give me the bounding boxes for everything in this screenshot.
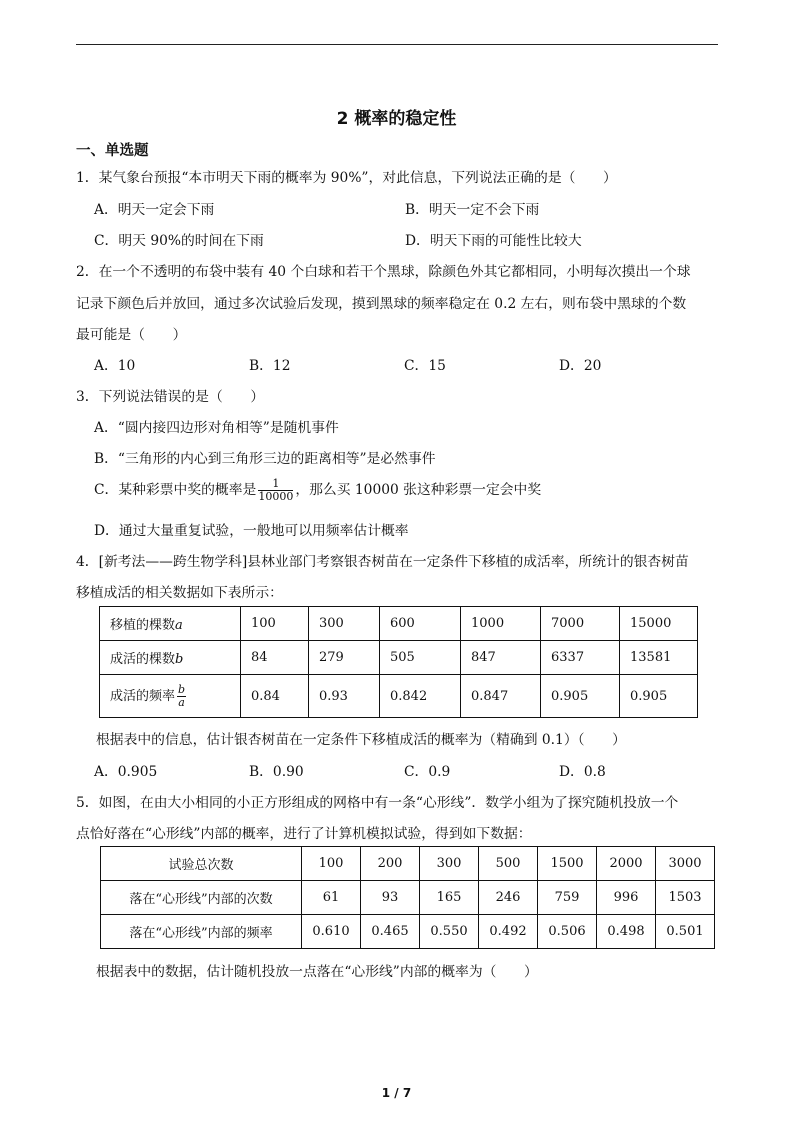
table-cell: 300 bbox=[309, 607, 380, 641]
q3-option-c-pre: C．某种彩票中奖的概率是 bbox=[94, 482, 257, 498]
heart-curve-table bbox=[100, 846, 715, 949]
table-row bbox=[101, 915, 715, 949]
q1-stem: 1．某气象台预报“本市明天下雨的概率为 90%”，对此信息，下列说法正确的是（ ） bbox=[76, 170, 617, 186]
table-cell: 0.501 bbox=[656, 915, 715, 949]
q5-followup: 根据表中的数据，估计随机投放一点落在“心形线”内部的概率为（ ） bbox=[96, 964, 538, 980]
frequency-fraction: $\frac{b}{a}$ bbox=[178, 682, 186, 709]
row-header: 移植的棵数a bbox=[100, 607, 241, 641]
header-rule bbox=[76, 44, 718, 45]
table-cell: 0.492 bbox=[479, 915, 538, 949]
table-cell: 246 bbox=[479, 881, 538, 915]
row-header: 成活的棵数b bbox=[100, 641, 241, 675]
q2-option-b: B．12 bbox=[249, 358, 291, 374]
table-cell: 6337 bbox=[541, 641, 620, 675]
q3-option-c-post: ，那么买 10000 张这种彩票一定会中奖 bbox=[295, 482, 542, 498]
q1-option-d: D．明天下雨的可能性比较大 bbox=[405, 233, 582, 249]
q3-option-c bbox=[94, 478, 541, 503]
q5-stem-line2: 点恰好落在“心形线”内部的概率，进行了计算机模拟试验，得到如下数据： bbox=[76, 826, 532, 842]
table-cell: 7000 bbox=[541, 607, 620, 641]
q2-stem-line2: 记录下颜色后并放回，通过多次试验后发现，摸到黑球的频率稳定在 0.2 左右，则布袋中黑球的个数 bbox=[76, 296, 687, 312]
table-cell: 0.498 bbox=[597, 915, 656, 949]
table-cell: 279 bbox=[309, 641, 380, 675]
table-cell: 759 bbox=[538, 881, 597, 915]
table-cell: 200 bbox=[361, 847, 420, 881]
table-cell: 0.905 bbox=[620, 675, 698, 718]
q1-option-a: A．明天一定会下雨 bbox=[94, 202, 215, 218]
q4-stem-line2: 移植成活的相关数据如下表所示： bbox=[76, 585, 283, 601]
page-number: 1 / 7 bbox=[381, 1086, 412, 1100]
probability-fraction bbox=[258, 478, 293, 503]
q2-option-a: A．10 bbox=[94, 358, 136, 374]
table-cell: 847 bbox=[461, 641, 541, 675]
table-cell: 1503 bbox=[656, 881, 715, 915]
table-row bbox=[101, 847, 715, 881]
fraction-denominator: 10000 bbox=[258, 490, 294, 503]
table-cell: 2000 bbox=[597, 847, 656, 881]
q1-option-c: C．明天 90%的时间在下雨 bbox=[94, 233, 264, 249]
q2-stem-line1: 2．在一个不透明的布袋中装有 40 个白球和若干个黑球，除颜色外其它都相同，小明每次摸出一个球 bbox=[76, 264, 691, 280]
table-row bbox=[100, 641, 698, 675]
fraction-numerator: 1 bbox=[258, 478, 293, 491]
q4-option-a: A．0.905 bbox=[94, 764, 158, 780]
table-cell: 0.93 bbox=[309, 675, 380, 718]
table-cell: 0.550 bbox=[420, 915, 479, 949]
table-cell: 500 bbox=[479, 847, 538, 881]
table-cell: 93 bbox=[361, 881, 420, 915]
table-cell: 0.842 bbox=[380, 675, 461, 718]
table-cell: 1500 bbox=[538, 847, 597, 881]
ginkgo-data-table bbox=[99, 606, 698, 718]
q3-option-d: D．通过大量重复试验，一般地可以用频率估计概率 bbox=[94, 523, 409, 539]
row-header: 成活的频率 $\frac{b}{a}$ bbox=[100, 675, 241, 718]
row-header: 落在“心形线”内部的次数 bbox=[101, 881, 302, 915]
table-row bbox=[101, 881, 715, 915]
q4-option-d: D．0.8 bbox=[559, 764, 606, 780]
table-cell: 15000 bbox=[620, 607, 698, 641]
table-cell: 600 bbox=[380, 607, 461, 641]
row-header: 落在“心形线”内部的频率 bbox=[101, 915, 302, 949]
q2-stem-line3: 最可能是（ ） bbox=[76, 327, 187, 343]
q1-option-b: B．明天一定不会下雨 bbox=[405, 202, 540, 218]
q2-option-c: C．15 bbox=[404, 358, 446, 374]
table-cell: 300 bbox=[420, 847, 479, 881]
table-cell: 0.905 bbox=[541, 675, 620, 718]
table-row bbox=[100, 675, 698, 718]
table-cell: 0.84 bbox=[241, 675, 309, 718]
table-cell: 100 bbox=[302, 847, 361, 881]
q2-option-d: D．20 bbox=[559, 358, 602, 374]
table-cell: 0.465 bbox=[361, 915, 420, 949]
table-cell: 0.506 bbox=[538, 915, 597, 949]
q3-option-a: A．“圆内接四边形对角相等”是随机事件 bbox=[94, 420, 339, 436]
table-cell: 165 bbox=[420, 881, 479, 915]
q3-stem: 3．下列说法错误的是（ ） bbox=[76, 389, 265, 405]
table-cell: 0.847 bbox=[461, 675, 541, 718]
table-cell: 13581 bbox=[620, 641, 698, 675]
section-heading: 一、单选题 bbox=[76, 143, 149, 159]
table-row bbox=[100, 607, 698, 641]
q3-option-b: B．“三角形的内心到三角形三边的距离相等”是必然事件 bbox=[94, 451, 436, 467]
table-cell: 0.610 bbox=[302, 915, 361, 949]
table-cell: 1000 bbox=[461, 607, 541, 641]
q4-followup: 根据表中的信息，估计银杏树苗在一定条件下移植成活的概率为（精确到 0.1）（ ） bbox=[96, 732, 626, 748]
table-cell: 3000 bbox=[656, 847, 715, 881]
table-cell: 996 bbox=[597, 881, 656, 915]
table-cell: 61 bbox=[302, 881, 361, 915]
page-title: 2 概率的稳定性 bbox=[336, 109, 457, 129]
table-cell: 84 bbox=[241, 641, 309, 675]
q5-stem-line1: 5．如图，在由大小相同的小正方形组成的网格中有一条“心形线”．数学小组为了探究随机投放一个 bbox=[76, 795, 679, 811]
q4-option-b: B．0.90 bbox=[249, 764, 304, 780]
q4-option-c: C．0.9 bbox=[404, 764, 451, 780]
row-header: 试验总次数 bbox=[101, 847, 302, 881]
q4-stem-line1: 4．[新考法——跨生物学科]县林业部门考察银杏树苗在一定条件下移植的成活率，所统计的银杏树苗 bbox=[76, 554, 689, 570]
table-cell: 100 bbox=[241, 607, 309, 641]
table-cell: 505 bbox=[380, 641, 461, 675]
